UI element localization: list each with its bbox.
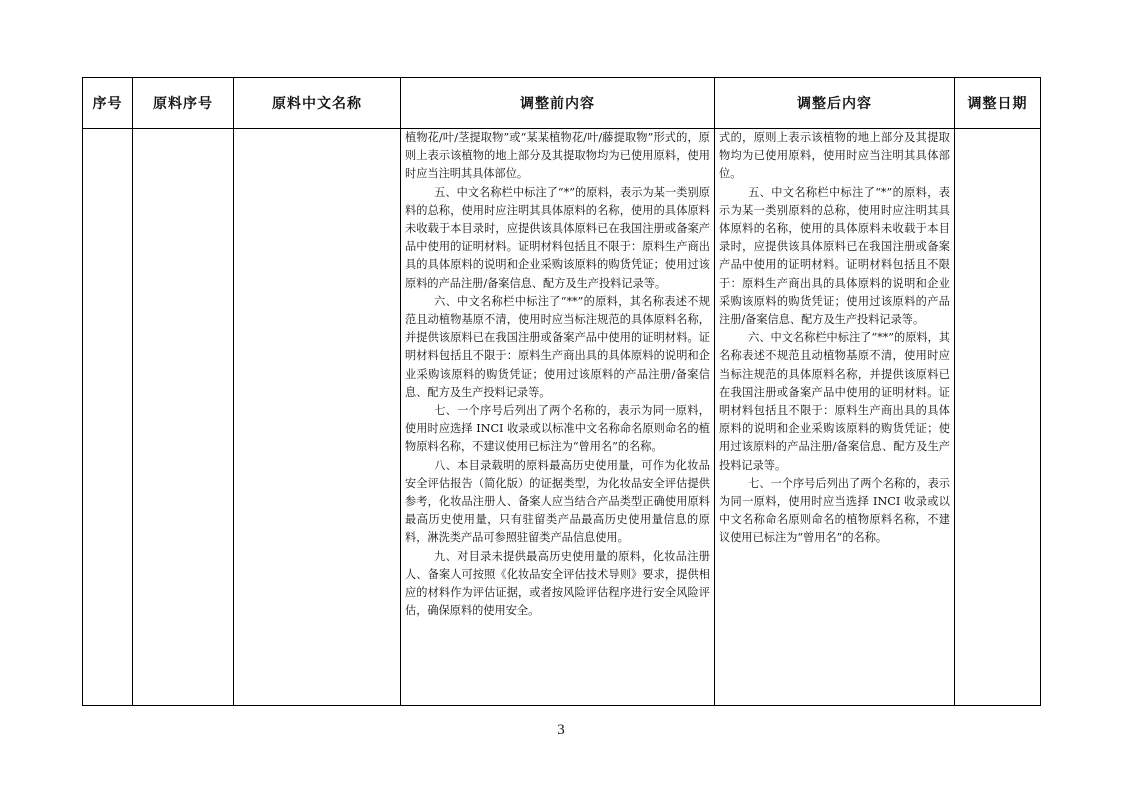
before-content-cell [401, 129, 714, 705]
header-seq: 序号 [92, 96, 123, 112]
header-before-content: 调整前内容 [520, 96, 595, 112]
before-paragraph: 八、本目录载明的原料最高历史使用量，可作为化妆品安全评估报告（简化版）的证据类型，为化妆品安全评估提供参考，化妆品注册人、备案人应当结合产品类型正确使用原料最高历史使用量，只有驻留类产品最高历史使用量信息的原料，淋洗类产品可参照驻留类产品信息使用。 [405, 458, 710, 545]
header-ingredient-seq: 原料序号 [153, 96, 213, 112]
after-content-cell [715, 129, 954, 705]
header-after-content: 调整后内容 [797, 96, 872, 112]
adjustment-table [82, 77, 1041, 706]
before-paragraph: 五、中文名称栏中标注了“*”的原料，表示为某一类别原料的总称，使用时应注明其具体原料的名称，使用的具体原料未收载于本目录时，应提供该具体原料已在我国注册或备案产品中使用的证明材料。证明材料包括且不限于：原料生产商出具的具体原料的说明和企业采购该原料的购货凭证；使用过该原料的产品注册/备案信息、配方及生产投料记录等。 [405, 185, 710, 290]
header-adjust-date: 调整日期 [967, 96, 1028, 112]
before-paragraph: 六、中文名称栏中标注了“**”的原料，其名称表述不规范且动植物基原不清，使用时应当标注规范的具体原料名称，并提供该原料已在我国注册或备案产品中使用的证明材料。证明材料包括且不限于：原料生产商出具的具体原料的说明和企业采购该原料的购货凭证；使用过该原料的产品注册/备案信息、配方及生产投料记录等。 [405, 294, 710, 399]
header-chinese-name: 原料中文名称 [272, 96, 362, 112]
page-number: 3 [557, 722, 565, 738]
before-paragraph: 植物花/叶/茎提取物”或“某某植物花/叶/藤提取物”形式的，原则上表示该植物的地上部分及其提取物均为已使用原料，使用时应当注明其具体部位。 [405, 131, 710, 181]
after-paragraph: 七、一个序号后列出了两个名称的，表示为同一原料，使用时应当选择 INCI 收录或以中文名称命名原则命名的植物原料名称，不建议使用已标注为“曾用名”的名称。 [719, 476, 950, 545]
before-paragraph: 九、对目录未提供最高历史使用量的原料，化妆品注册人、备案人可按照《化妆品安全评估技术导则》要求，提供相应的材料作为评估证据，或者按风险评估程序进行安全风险评估，确保原料的使用安全。 [405, 549, 710, 618]
after-paragraph: 五、中文名称栏中标注了“*”的原料，表示为某一类别原料的总称，使用时应注明其具体原料的名称，使用的具体原料未收载于本目录时，应提供该具体原料已在我国注册或备案产品中使用的证明材料。证明材料包括且不限于：原料生产商出具的具体原料的说明和企业采购该原料的购货凭证；使用过该原料的产品注册/备案信息、配方及生产投料记录等。 [719, 185, 950, 327]
after-paragraph: 六、中文名称栏中标注了“**”的原料，其名称表述不规范且动植物基原不清，使用时应当标注规范的具体原料名称，并提供该原料已在我国注册或备案产品中使用的证明材料。证明材料包括且不限于：原料生产商出具的具体原料的说明和企业采购该原料的购货凭证；使用过该原料的产品注册/备案信息、配方及生产投料记录等。 [719, 331, 950, 472]
after-paragraph: 式的，原则上表示该植物的地上部分及其提取物均为已使用原料，使用时应当注明其具体部位。 [719, 131, 950, 181]
column-divider [954, 78, 955, 705]
column-divider [233, 78, 234, 705]
before-paragraph: 七、一个序号后列出了两个名称的，表示为同一原料，使用时应选择 INCI 收录或以标准中文名称命名原则命名的植物原料名称，不建议使用已标注为“曾用名”的名称。 [405, 404, 710, 454]
column-divider [132, 78, 133, 705]
